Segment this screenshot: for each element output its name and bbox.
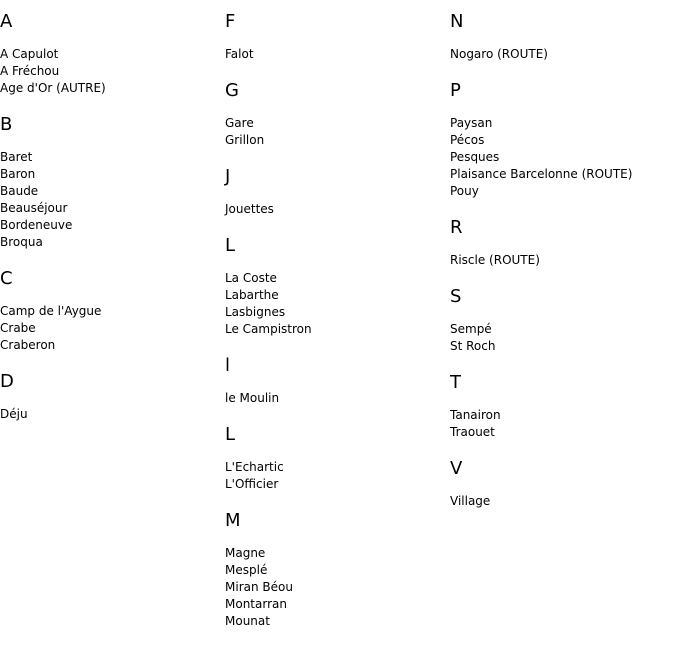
letter-group <box>0 115 220 251</box>
list-item <box>225 287 445 304</box>
place-name-link[interactable]: Tanairon <box>450 408 501 422</box>
place-name-link[interactable]: Déju <box>0 407 28 421</box>
place-name-link[interactable]: Mesplé <box>225 563 268 577</box>
letter-heading: R <box>450 217 463 238</box>
place-name-link[interactable]: Nogaro (ROUTE) <box>450 47 548 61</box>
letter-heading: S <box>450 286 462 307</box>
place-name-link[interactable]: Pesques <box>450 150 500 164</box>
place-name-link[interactable]: Craberon <box>0 338 56 352</box>
list-item <box>0 303 220 320</box>
letter-group <box>225 167 445 218</box>
letter-group <box>0 269 220 354</box>
place-name-link[interactable]: Bordeneuve <box>0 218 73 232</box>
list-item <box>0 183 220 200</box>
place-name-link[interactable]: L'Officier <box>225 477 279 491</box>
place-name-link[interactable]: Traouet <box>450 425 495 439</box>
place-name-link[interactable]: Plaisance Barcelonne (ROUTE) <box>450 167 633 181</box>
place-name-list <box>225 459 445 493</box>
list-item <box>450 46 675 63</box>
letter-heading: D <box>0 371 14 392</box>
list-item <box>0 166 220 183</box>
place-name-link[interactable]: Le Campistron <box>225 322 312 336</box>
letter-heading: A <box>0 11 13 32</box>
letter-heading: L <box>225 235 236 256</box>
letter-group <box>450 81 675 200</box>
letter-group <box>450 12 675 63</box>
place-name-link[interactable]: Jouettes <box>225 202 274 216</box>
letter-heading: V <box>450 458 463 479</box>
list-item <box>0 234 220 251</box>
place-name-link[interactable]: Broqua <box>0 235 43 249</box>
place-name-link[interactable]: Labarthe <box>225 288 279 302</box>
place-name-link[interactable]: Pouy <box>450 184 479 198</box>
letter-group <box>0 372 220 423</box>
place-name-link[interactable]: Lasbignes <box>225 305 286 319</box>
letter-group <box>225 81 445 149</box>
place-name-link[interactable]: Grillon <box>225 133 265 147</box>
index-column-1 <box>0 12 220 441</box>
list-item <box>0 46 220 63</box>
place-name-list <box>0 46 220 97</box>
letter-group <box>450 287 675 355</box>
place-name-link[interactable]: L'Echartic <box>225 460 284 474</box>
place-name-link[interactable]: Pécos <box>450 133 485 147</box>
place-name-link[interactable]: St Roch <box>450 339 496 353</box>
list-item <box>450 424 675 441</box>
place-name-list <box>450 252 675 269</box>
list-item <box>225 459 445 476</box>
place-name-list <box>225 46 445 63</box>
letter-group <box>450 373 675 441</box>
place-name-link[interactable]: Baude <box>0 184 39 198</box>
letter-heading: B <box>0 114 13 135</box>
list-item <box>450 493 675 510</box>
place-name-link[interactable]: Age d'Or (AUTRE) <box>0 81 106 95</box>
place-name-link[interactable]: Riscle (ROUTE) <box>450 253 540 267</box>
letter-group <box>225 12 445 63</box>
list-item <box>225 476 445 493</box>
list-item <box>0 149 220 166</box>
list-item <box>225 321 445 338</box>
place-name-list <box>450 493 675 510</box>
place-name-list <box>225 390 445 407</box>
list-item <box>225 46 445 63</box>
list-item <box>225 115 445 132</box>
place-name-link[interactable]: Baret <box>0 150 33 164</box>
letter-group <box>225 236 445 338</box>
list-item <box>225 545 445 562</box>
list-item <box>450 407 675 424</box>
place-name-link[interactable]: Montarran <box>225 597 287 611</box>
list-item <box>450 149 675 166</box>
list-item <box>225 613 445 630</box>
place-name-link[interactable]: A Capulot <box>0 47 59 61</box>
place-name-list <box>225 201 445 218</box>
place-name-link[interactable]: Falot <box>225 47 254 61</box>
index-column-3 <box>450 12 675 528</box>
index-column-2 <box>225 12 445 648</box>
list-item <box>450 252 675 269</box>
place-name-link[interactable]: Baron <box>0 167 36 181</box>
place-name-list <box>450 321 675 355</box>
place-name-link[interactable]: Paysan <box>450 116 493 130</box>
place-name-link[interactable]: Village <box>450 494 491 508</box>
list-item <box>0 63 220 80</box>
list-item <box>225 304 445 321</box>
letter-heading: P <box>450 80 461 101</box>
list-item <box>0 200 220 217</box>
place-name-list <box>450 115 675 200</box>
place-name-list <box>0 149 220 251</box>
place-name-link[interactable]: Crabe <box>0 321 36 335</box>
letter-group <box>225 356 445 407</box>
place-name-link[interactable]: La Coste <box>225 271 277 285</box>
place-name-link[interactable]: Beauséjour <box>0 201 68 215</box>
list-item <box>450 183 675 200</box>
place-name-list <box>225 270 445 338</box>
place-name-list <box>450 407 675 441</box>
letter-heading: G <box>225 80 239 101</box>
letter-heading: C <box>0 268 13 289</box>
list-item <box>0 320 220 337</box>
list-item <box>450 338 675 355</box>
letter-group <box>450 218 675 269</box>
place-name-list <box>0 303 220 354</box>
list-item <box>450 321 675 338</box>
letter-group <box>450 459 675 510</box>
letter-heading: T <box>450 372 461 393</box>
list-item <box>225 562 445 579</box>
letter-group <box>0 12 220 97</box>
list-item <box>225 579 445 596</box>
list-item <box>225 132 445 149</box>
list-item <box>225 596 445 613</box>
letter-heading: M <box>225 510 241 531</box>
place-name-link[interactable]: Camp de l'Aygue <box>0 304 102 318</box>
letter-heading: F <box>225 11 236 32</box>
list-item <box>225 390 445 407</box>
letter-heading: l <box>225 355 231 376</box>
list-item <box>450 132 675 149</box>
list-item <box>450 166 675 183</box>
place-name-list <box>225 545 445 630</box>
list-item <box>0 337 220 354</box>
list-item <box>225 201 445 218</box>
place-name-list <box>450 46 675 63</box>
list-item <box>0 80 220 97</box>
letter-heading: J <box>225 166 231 187</box>
letter-heading: L <box>225 424 236 445</box>
place-name-link[interactable]: Sempé <box>450 322 492 336</box>
place-name-link[interactable]: Gare <box>225 116 254 130</box>
place-name-list <box>0 406 220 423</box>
list-item <box>450 115 675 132</box>
list-item <box>225 270 445 287</box>
letter-group <box>225 511 445 630</box>
letter-group <box>225 425 445 493</box>
place-name-link[interactable]: Miran Béou <box>225 580 293 594</box>
list-item <box>0 406 220 423</box>
place-name-link[interactable]: Magne <box>225 546 266 560</box>
letter-heading: N <box>450 11 464 32</box>
place-name-list <box>225 115 445 149</box>
list-item <box>0 217 220 234</box>
place-name-link[interactable]: A Fréchou <box>0 64 60 78</box>
place-name-link[interactable]: Mounat <box>225 614 270 628</box>
place-name-link[interactable]: le Moulin <box>225 391 280 405</box>
